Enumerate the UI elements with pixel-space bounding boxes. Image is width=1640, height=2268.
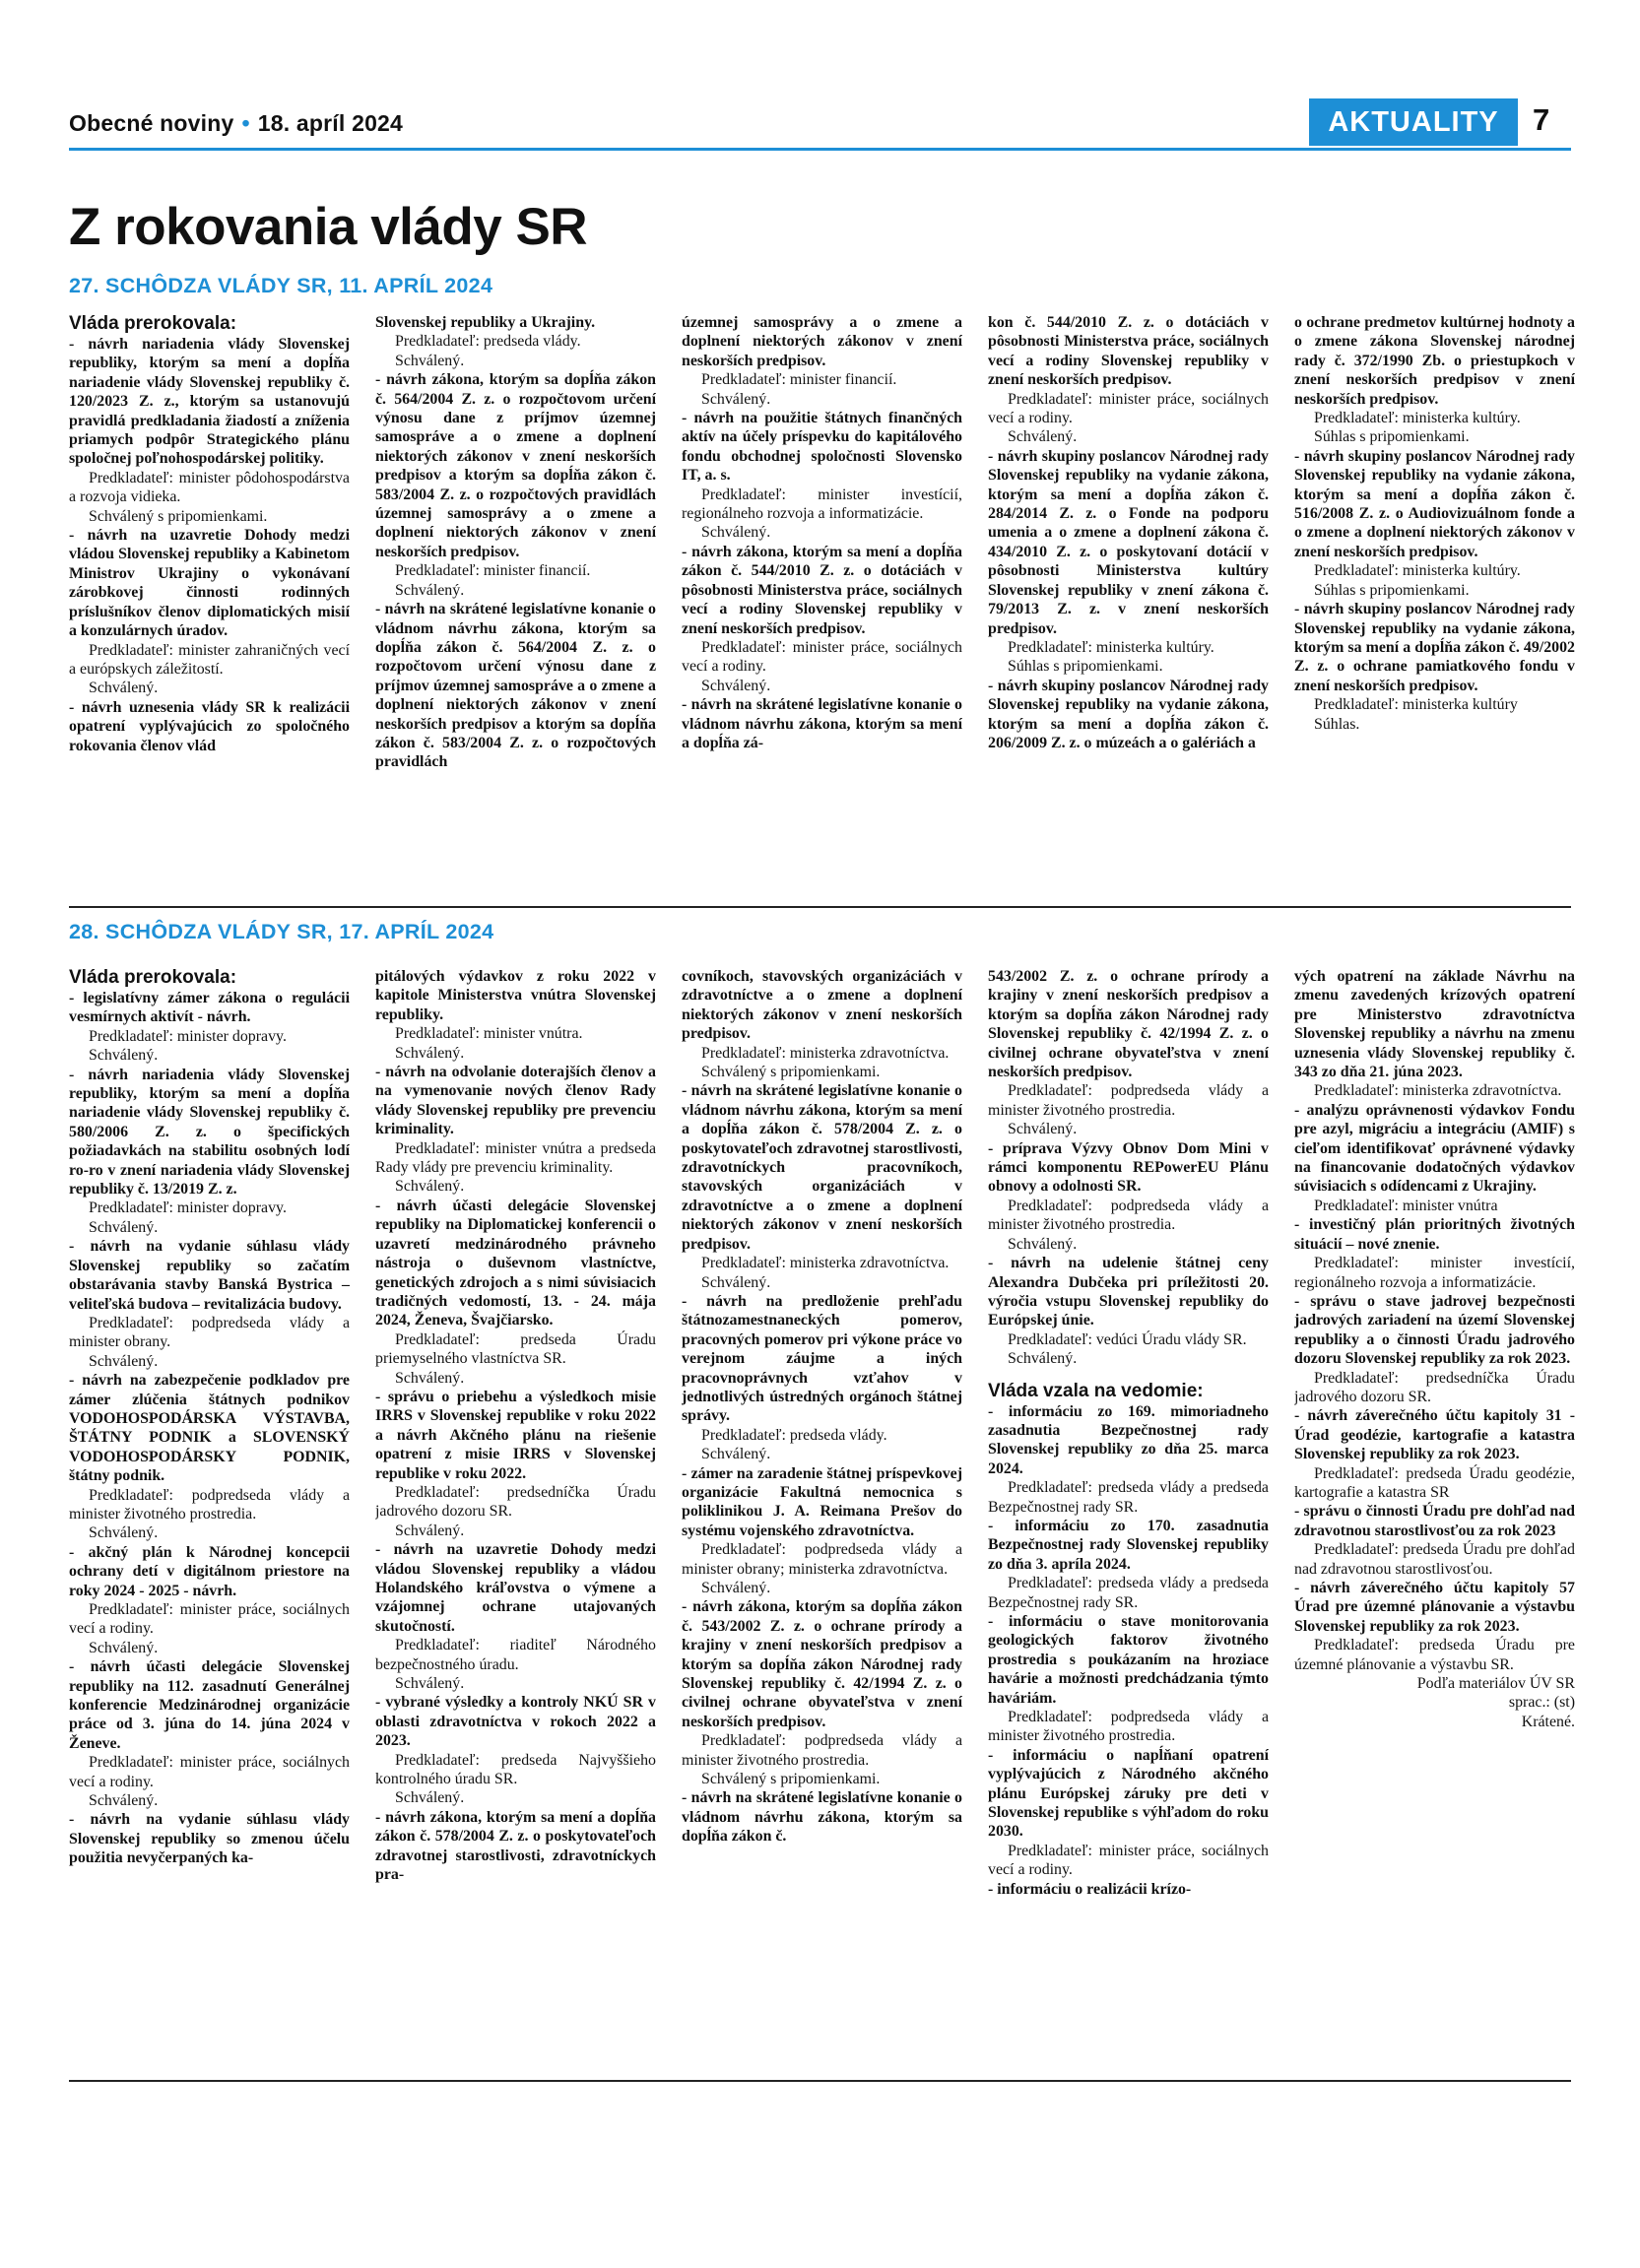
paragraph: Schválený. [395, 1522, 465, 1539]
paragraph: Schválený. [1008, 1121, 1078, 1138]
paragraph: Schválený. [395, 1178, 465, 1196]
agenda-item: - návrh zákona, ktorým sa dopĺňa zákon č. 543/2002 Z. z. o ochrane prírody a krajiny v znení neskorších predpisov a ktorým sa dopĺňa zákon Národnej rady Slovenskej republiky č. 42/1994 Z. z. o civilnej ochrane obyvateľstva v znení neskorších predpisov. [682, 1598, 962, 1730]
paragraph: Predkladateľ: predseda Úradu priemyselného vlastníctva SR. [375, 1330, 656, 1368]
page-header [69, 110, 403, 137]
paragraph: Predkladateľ: minister práce, sociálnych vecí a rodiny. [682, 638, 962, 676]
agenda-item: - návrh na vydanie súhlasu vlády Slovenskej republiky so zmenou účelu použitia nevyčerpaných ka- [69, 1811, 350, 1867]
session-28-columns [69, 967, 1576, 2064]
session-27-column-2 [375, 313, 656, 898]
paragraph: Predkladateľ: riaditeľ Národného bezpečnostného úradu. [375, 1637, 656, 1673]
agenda-item: - informáciu o stave monitorovania geologických faktorov životného prostredia s poukázaním na hroziace havárie a možnosti predchádzania týmto haváriám. [988, 1613, 1269, 1707]
paragraph: Schválený. [395, 1044, 465, 1062]
agenda-item: - návrh na uzavretie Dohody medzi vládou Slovenskej republiky a Kabinetom Ministrov Ukrajiny o vykonávaní zárobkovej činnosti rodinných príslušníkov členov diplomatických misií a konzulárnych úradov. [69, 527, 350, 640]
issue-date: 18. apríl 2024 [257, 110, 404, 136]
subheading: Vláda prerokovala: [69, 313, 237, 334]
paragraph: Predkladateľ: minister financií. [395, 562, 591, 580]
section-badge: AKTUALITY [1309, 98, 1518, 146]
paragraph: Schválený. [1008, 428, 1078, 446]
paragraph: Schválený. [701, 390, 771, 408]
paragraph: Schválený. [89, 680, 159, 697]
paragraph: Predkladateľ: predseda vlády a predseda Bezpečnostnej rady SR. [988, 1479, 1269, 1516]
paragraph: Predkladateľ: minister práce, sociálnych vecí a rodiny. [988, 1842, 1269, 1879]
agenda-item: pitálových výdavkov z roku 2022 v kapitole Ministerstva vnútra Slovenskej republiky. [375, 968, 656, 1023]
paragraph: Schválený. [395, 1675, 465, 1693]
paragraph: Schválený. [395, 1369, 465, 1387]
paragraph: Schválený. [701, 1446, 771, 1463]
paragraph: Predkladateľ: predseda vlády. [395, 333, 581, 351]
agenda-item: - návrh na skrátené legislatívne konanie o vládnom návrhu zákona, ktorým sa mení a dopĺňa zákon č. 578/2004 Z. z. o poskytovateľoch zdravotnej starostlivosti, zdravotníckych pracovníkoch, stavovských organizáciách v zdravotníctve a o zmene a doplnení niektorých zákonov v znení neskorších predpisov. [682, 1082, 962, 1253]
agenda-item: - návrh na predloženie prehľadu štátnozamestnaneckých pomerov, pracovných pomerov pri výkone práce vo verejnom záujme a iných pracovnoprávnych vzťahov v jednotlivých ústredných orgánoch štátnej správy. [682, 1292, 962, 1425]
paragraph: Predkladateľ: ministerka zdravotníctva. [1314, 1082, 1562, 1100]
paragraph: Schválený. [701, 677, 771, 694]
agenda-item: - návrh skupiny poslancov Národnej rady Slovenskej republiky na vydanie zákona, ktorým sa mení a dopĺňa zákon č. 206/2009 Z. z. o múzeách a o galériách a [988, 677, 1269, 751]
paragraph: Predkladateľ: ministerka kultúry. [1008, 638, 1214, 656]
paragraph: Predkladateľ: predseda Úradu pre územné plánovanie a výstavbu SR. [1294, 1637, 1575, 1673]
agenda-item: - návrh na skrátené legislatívne konanie o vládnom návrhu zákona, ktorým sa dopĺňa zákon č. [682, 1789, 962, 1846]
agenda-item: vých opatrení na základe Návrhu na zmenu zavedených krízových opatrení pre Ministerstvo zdravotníctva Slovenskej republiky a návrhu na zmenu uznesenia vlády Slovenskej republiky č. 343 zo dňa 21. júna 2023. [1294, 968, 1575, 1081]
paragraph: Schválený s pripomienkami. [701, 1064, 881, 1081]
agenda-item: o ochrane predmetov kultúrnej hodnoty a o zmene zákona Slovenskej národnej rady č. 372/1990 Zb. o priestupkoch v znení neskorších predpisov v znení neskorších predpisov. [1294, 314, 1575, 408]
paragraph: Podľa materiálov ÚV SR [1416, 1675, 1575, 1693]
subheading: Vláda vzala na vedomie: [988, 1380, 1204, 1401]
paragraph: Predkladateľ: podpredseda vlády a minister životného prostredia. [69, 1486, 350, 1523]
paragraph: Predkladateľ: ministerka kultúry. [1314, 410, 1521, 427]
agenda-item: - vybrané výsledky a kontroly NKÚ SR v oblasti zdravotníctva v rokoch 2022 a 2023. [375, 1694, 656, 1750]
agenda-item: územnej samosprávy a o zmene a doplnení niektorých zákonov v znení neskorších predpisov. [682, 314, 962, 369]
agenda-item: - návrh nariadenia vlády Slovenskej republiky, ktorým sa mení a dopĺňa nariadenie vlády Slovenskej republiky č. 580/2006 Z. z. o špecifických požiadavkách na stabilitu osobných lodí ro-ro v znení nariadenia vlády Slovenskej republiky č. 13/2019 Z. z. [69, 1066, 350, 1199]
agenda-item: 543/2002 Z. z. o ochrane prírody a krajiny v znení neskorších predpisov a ktorým sa dopĺňa zákon Národnej rady Slovenskej republiky č. 42/1994 Z. z. o civilnej ochrane obyvateľstva v znení neskorších predpisov. [988, 968, 1269, 1081]
paragraph: Predkladateľ: ministerka kultúry [1314, 696, 1518, 714]
header-rule [69, 148, 1571, 151]
paragraph: Schválený. [89, 1047, 159, 1065]
paragraph: Súhlas s pripomienkami. [1314, 581, 1470, 599]
agenda-item: - návrh na zabezpečenie podkladov pre zámer zlúčenia štátnych podnikov VODOHOSPODÁRSKA VÝSTAVBA, ŠTÁTNY PODNIK a SLOVENSKÝ VODOHOSPODÁRSKY PODNIK, štátny podnik. [69, 1372, 350, 1485]
paragraph: Predkladateľ: predsedníčka Úradu jadrového dozoru SR. [375, 1483, 656, 1521]
paragraph: Predkladateľ: ministerka kultúry. [1314, 562, 1521, 580]
paragraph: Predkladateľ: minister vnútra. [395, 1025, 583, 1043]
agenda-item: - návrh skupiny poslancov Národnej rady Slovenskej republiky na vydanie zákona, ktorým sa mení a dopĺňa zákon č. 49/2002 Z. z. o ochrane pamiatkového fondu v znení neskorších predpisov. [1294, 601, 1575, 694]
paragraph: Schválený. [1008, 1350, 1078, 1368]
footer-divider [69, 2080, 1571, 2082]
paragraph: Súhlas. [1314, 715, 1360, 733]
paragraph: Predkladateľ: minister dopravy. [89, 1199, 287, 1217]
paragraph: Predkladateľ: podpredseda vlády a minister životného prostredia. [988, 1709, 1269, 1745]
agenda-item: - informáciu o realizácii krízo- [988, 1880, 1192, 1898]
paragraph: Schválený. [1008, 1235, 1078, 1253]
agenda-item: - investičný plán prioritných životných situácií – nové znenie. [1294, 1216, 1575, 1253]
paragraph: Predkladateľ: minister investícií, regionálneho rozvoja a informatizácie. [1294, 1255, 1575, 1291]
session-27-columns [69, 313, 1576, 898]
session-28-column-4 [988, 967, 1269, 2064]
publication-name: Obecné noviny [69, 110, 234, 136]
agenda-item: - návrh záverečného účtu kapitoly 57 Úrad pre územné plánovanie a výstavbu Slovenskej republiky za rok 2023. [1294, 1580, 1575, 1635]
paragraph: Predkladateľ: minister vnútra [1314, 1197, 1498, 1214]
agenda-item: covníkoch, stavovských organizáciách v zdravotníctve a o zmene a doplnení niektorých zákonov v znení neskorších predpisov. [682, 968, 962, 1043]
paragraph: Predkladateľ: minister financií. [701, 371, 897, 389]
agenda-item: - návrh nariadenia vlády Slovenskej republiky, ktorým sa mení a dopĺňa nariadenie vlády Slovenskej republiky č. 120/2023 Z. z., ktorým sa ustanovujú pravidlá predkladania žiadostí a zníženia priamych podpôr Strategického plánu spoločnej poľnohospodárskej politiky. [69, 336, 350, 468]
agenda-item: - návrh zákona, ktorým sa dopĺňa zákon č. 564/2004 Z. z. o rozpočtovom určení výnosu dane z príjmov územnej samospráve a o zmene a doplnení niektorých zákonov v znení neskorších predpisov a ktorým sa dopĺňa zákon č. 583/2004 Z. z. o rozpočtových pravidlách územnej samosprávy a o zmene a doplnení niektorých zákonov v znení neskorších predpisov. [375, 371, 656, 560]
agenda-item: - informáciu o napĺňaní opatrení vyplývajúcich z Národného akčného plánu Európskej záruky pre deti v Slovenskej republike s výhľadom do roku 2030. [988, 1746, 1269, 1841]
agenda-item: - návrh zákona, ktorým sa mení a dopĺňa zákon č. 578/2004 Z. z. o poskytovateľoch zdravotnej starostlivosti, zdravotníckych pra- [375, 1808, 656, 1884]
agenda-item: - návrh účasti delegácie Slovenskej republiky na Diplomatickej konferencii o uzavretí medzinárodného právneho nástroja o duševnom vlastníctve, genetických zdrojoch a s nimi súvisiacich tradičných vedomostí, 13. - 24. mája 2024, Ženeva, Švajčiarsko. [375, 1197, 656, 1329]
agenda-item: - akčný plán k Národnej koncepcii ochrany detí v digitálnom priestore na roky 2024 - 2025 - návrh. [69, 1543, 350, 1599]
agenda-item: Slovenskej republiky a Ukrajiny. [375, 314, 596, 331]
paragraph: sprac.: (st) [1508, 1694, 1575, 1712]
agenda-item: - návrh záverečného účtu kapitoly 31 - Úrad geodézie, kartografie a katastra Slovenskej republiky za rok 2023. [1294, 1407, 1575, 1463]
agenda-item: - príprava Výzvy Obnov Dom Mini v rámci komponentu REPowerEU Plánu obnovy a odolnosti SR. [988, 1139, 1269, 1196]
paragraph: Schválený s pripomienkami. [701, 1771, 881, 1788]
agenda-item: - návrh účasti delegácie Slovenskej republiky na 112. zasadnutí Generálnej konferencie Medzinárodnej organizácie práce od 3. júna do 14. júna 2024 v Ženeve. [69, 1658, 350, 1752]
paragraph: Predkladateľ: podpredseda vlády a minister životného prostredia. [988, 1082, 1269, 1119]
paragraph: Predkladateľ: minister pôdohospodárstva a rozvoja vidieka. [69, 469, 350, 506]
session-28-column-3 [682, 967, 962, 2064]
paragraph: Krátené. [1521, 1713, 1575, 1730]
section-divider [69, 906, 1571, 908]
paragraph: Súhlas s pripomienkami. [1008, 658, 1163, 676]
subheading: Vláda prerokovala: [69, 967, 237, 988]
paragraph: Schválený s pripomienkami. [89, 507, 268, 525]
paragraph: Predkladateľ: podpredseda vlády a minister životného prostredia. [682, 1732, 962, 1769]
agenda-item: - analýzu oprávnenosti výdavkov Fondu pre azyl, migráciu a integráciu (AMIF) s cieľom identifikovať oprávnené výdavky na financovanie dodatočných výdavkov súvisiacich s odídencami z Ukrajiny. [1294, 1101, 1575, 1196]
agenda-item: - informáciu zo 170. zasadnutia Bezpečnostnej rady Slovenskej republiky zo dňa 3. apríla 2024. [988, 1517, 1269, 1573]
paragraph: Súhlas s pripomienkami. [1314, 428, 1470, 446]
agenda-item: kon č. 544/2010 Z. z. o dotáciách v pôsobnosti Ministerstva práce, sociálnych vecí a rodiny Slovenskej republiky v znení neskorších predpisov. [988, 314, 1269, 389]
agenda-item: - návrh na použitie štátnych finančných aktív na účely príspevku do kapitálového fondu obchodnej spoločnosti Slovensko IT, a. s. [682, 410, 962, 485]
agenda-item: - návrh zákona, ktorým sa mení a dopĺňa zákon č. 544/2010 Z. z. o dotáciách v pôsobnosti Ministerstva práce, sociálnych vecí a rodiny Slovenskej republiky v znení neskorších predpisov. [682, 543, 962, 637]
paragraph: Schválený. [89, 1352, 159, 1370]
agenda-item: - správu o priebehu a výsledkoch misie IRRS v Slovenskej republike v roku 2022 a návrh Akčného plánu na riešenie opatrení z misie IRRS v Slovenskej republike v roku 2022. [375, 1388, 656, 1482]
paragraph: Predkladateľ: minister práce, sociálnych vecí a rodiny. [69, 1601, 350, 1638]
agenda-item: - návrh na uzavretie Dohody medzi vládou Slovenskej republiky a vládou Holandského kráľovstva o výmene a vzájomnej ochrane utajovaných skutočností. [375, 1541, 656, 1635]
paragraph: Schválený. [89, 1792, 159, 1810]
agenda-item: - zámer na zaradenie štátnej príspevkovej organizácie Fakultná nemocnica s poliklinikou J. A. Reimana Prešov do systému vojenského zdravotníctva. [682, 1464, 962, 1539]
paragraph: Schválený. [701, 524, 771, 542]
agenda-item: - legislatívny zámer zákona o regulácii vesmírnych aktivít - návrh. [69, 990, 350, 1026]
paragraph: Predkladateľ: vedúci Úradu vlády SR. [1008, 1330, 1247, 1348]
session-28-column-2 [375, 967, 656, 2064]
article-title: Z rokovania vlády SR [69, 198, 588, 256]
paragraph: Predkladateľ: minister investícií, regionálneho rozvoja a informatizácie. [682, 486, 962, 523]
paragraph: Schválený. [89, 1218, 159, 1236]
paragraph: Predkladateľ: podpredseda vlády a minister obrany. [69, 1314, 350, 1351]
paragraph: Schválený. [701, 1273, 771, 1291]
paragraph: Predkladateľ: minister zahraničných vecí a európskych záležitostí. [69, 641, 350, 678]
paragraph: Predkladateľ: ministerka zdravotníctva. [701, 1255, 950, 1272]
page-number: 7 [1533, 102, 1550, 137]
session-27-column-1 [69, 313, 350, 898]
paragraph: Predkladateľ: predseda Najvyššieho kontrolného úradu SR. [375, 1751, 656, 1788]
paragraph: Predkladateľ: predseda Úradu pre dohľad nad zdravotnou starostlivosťou. [1294, 1541, 1575, 1578]
agenda-item: - návrh na vydanie súhlasu vlády Slovenskej republiky so začatím obstarávania stavby Banská Bystrica – veliteľská budova – revitalizácia budovy. [69, 1238, 350, 1313]
paragraph: Predkladateľ: minister práce, sociálnych vecí a rodiny. [69, 1754, 350, 1790]
paragraph: Schválený. [701, 1580, 771, 1596]
paragraph: Predkladateľ: predseda Úradu geodézie, kartografie a katastra SR [1294, 1464, 1575, 1501]
session-28-column-5 [1294, 967, 1575, 2064]
separator-dot: • [241, 110, 250, 136]
agenda-item: - návrh na udelenie štátnej ceny Alexandra Dubčeka pri príležitosti 20. výročia vstupu Slovenskej republiky do Európskej únie. [988, 1255, 1269, 1329]
session-28-heading: 28. SCHÔDZA VLÁDY SR, 17. APRÍL 2024 [69, 920, 494, 943]
paragraph: Schválený. [89, 1639, 159, 1656]
paragraph: Predkladateľ: predseda vlády a predseda Bezpečnostnej rady SR. [988, 1575, 1269, 1611]
agenda-item: - návrh skupiny poslancov Národnej rady Slovenskej republiky na vydanie zákona, ktorým sa mení a dopĺňa zákon č. 284/2014 Z. z. o Fonde na podporu umenia a o zmene a doplnení zákona č. 434/2010 Z. z. o poskytovaní dotácií v pôsobnosti Ministerstva kultúry Slovenskej republiky v znení zákona č. 79/2013 Z. z. v znení neskorších predpisov. [988, 447, 1269, 637]
session-28-column-1 [69, 967, 350, 2064]
paragraph: Predkladateľ: podpredseda vlády a minister životného prostredia. [988, 1197, 1269, 1234]
paragraph: Schválený. [89, 1524, 159, 1542]
paragraph: Predkladateľ: predsedníčka Úradu jadrového dozoru SR. [1294, 1369, 1575, 1405]
agenda-item: - správu o stave jadrovej bezpečnosti jadrových zariadení na území Slovenskej republiky a o činnosti Úradu jadrového dozoru Slovenskej republiky za rok 2023. [1294, 1292, 1575, 1368]
agenda-item: - návrh na odvolanie doterajších členov a na vymenovanie nových členov Rady vlády Slovenskej republiky pre prevenciu kriminality. [375, 1064, 656, 1138]
paragraph: Predkladateľ: ministerka zdravotníctva. [701, 1044, 950, 1062]
session-27-heading: 27. SCHÔDZA VLÁDY SR, 11. APRÍL 2024 [69, 274, 493, 297]
agenda-item: - návrh na skrátené legislatívne konanie o vládnom návrhu zákona, ktorým sa dopĺňa zákon č. 564/2004 Z. z. o rozpočtovom určení výnosu dane z príjmov územnej samospráve a o zmene a doplnení niektorých zákonov v znení neskorších predpisov a ktorým sa dopĺňa zákon č. 583/2004 Z. z. o rozpočtových pravidlách [375, 601, 656, 771]
agenda-item: - správu o činnosti Úradu pre dohľad nad zdravotnou starostlivosťou za rok 2023 [1294, 1503, 1575, 1539]
paragraph: Predkladateľ: minister dopravy. [89, 1027, 287, 1045]
session-27-column-3 [682, 313, 962, 898]
paragraph: Schválený. [395, 581, 465, 599]
agenda-item: - návrh uznesenia vlády SR k realizácii opatrení vyplývajúcich zo spoločného rokovania členov vlád [69, 698, 350, 754]
paragraph: Predkladateľ: minister práce, sociálnych vecí a rodiny. [988, 390, 1269, 427]
agenda-item: - návrh na skrátené legislatívne konanie o vládnom návrhu zákona, ktorým sa mení a dopĺňa zá- [682, 696, 962, 751]
session-27-column-4 [988, 313, 1269, 898]
agenda-item: - informáciu zo 169. mimoriadneho zasadnutia Bezpečnostnej rady Slovenskej republiky zo dňa 25. marca 2024. [988, 1402, 1269, 1477]
paragraph: Predkladateľ: minister vnútra a predseda Rady vlády pre prevenciu kriminality. [375, 1139, 656, 1177]
paragraph: Schválený. [395, 352, 465, 369]
paragraph: Predkladateľ: podpredseda vlády a minister obrany; ministerka zdravotníctva. [682, 1541, 962, 1578]
agenda-item: - návrh skupiny poslancov Národnej rady Slovenskej republiky na vydanie zákona, ktorým sa mení a dopĺňa zákon č. 516/2008 Z. z. o Audiovizuálnom fonde a o zmene a doplnení niektorých zákonov v znení neskorších predpisov. [1294, 447, 1575, 560]
paragraph: Schválený. [395, 1789, 465, 1807]
paragraph: Predkladateľ: predseda vlády. [701, 1426, 887, 1444]
session-27-column-5 [1294, 313, 1575, 898]
